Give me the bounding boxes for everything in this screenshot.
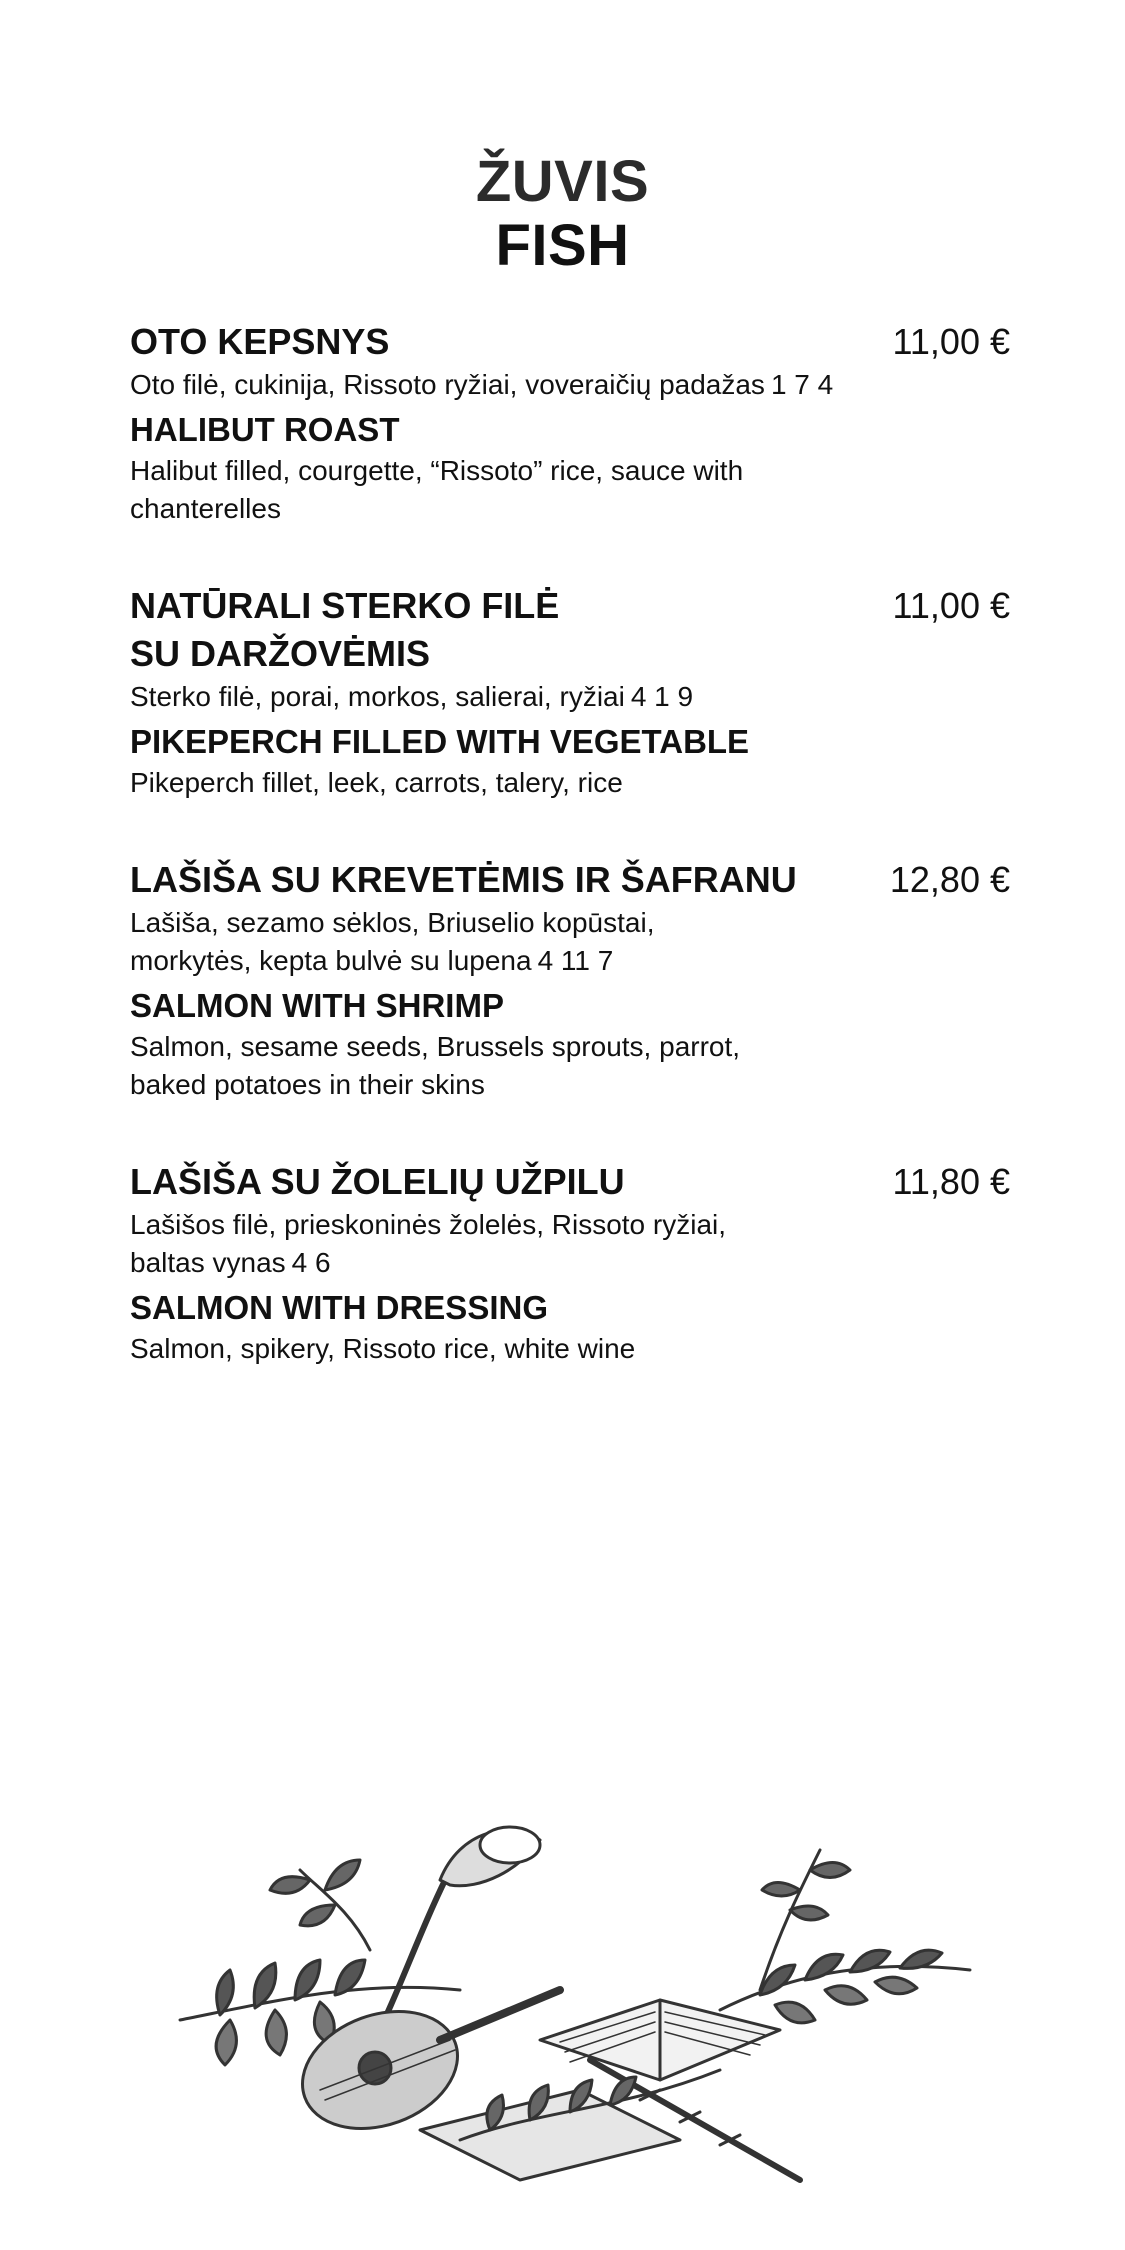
musical-instruments-laurel-icon bbox=[160, 1810, 990, 2200]
title-english: FISH bbox=[495, 213, 630, 278]
dish-description-en: Halibut filled, courgette, “Rissoto” rice, sauce with chanterelles bbox=[130, 455, 744, 524]
allergen-codes: 4 1 9 bbox=[630, 681, 694, 712]
page-title bbox=[0, 150, 1125, 278]
dish-name-lt: OTO KEPSNYS bbox=[130, 321, 390, 362]
menu-item-salmon-dressing bbox=[130, 1158, 1010, 1368]
dish-name-en: HALIBUT ROAST bbox=[130, 411, 400, 448]
dish-description-en: Salmon, sesame seeds, Brussels sprouts, parrot, baked potatoes in their skins bbox=[130, 1031, 741, 1100]
dish-name-en: SALMON WITH DRESSING bbox=[130, 1289, 548, 1326]
menu-item-salmon-shrimp bbox=[130, 856, 1010, 1104]
dish-name-lt: LAŠIŠA SU KREVETĖMIS IR ŠAFRANU bbox=[130, 859, 797, 900]
dish-name-lt: LAŠIŠA SU ŽOLELIŲ UŽPILU bbox=[130, 1161, 625, 1202]
dish-description-lt: Oto filė, cukinija, Rissoto ryžiai, voveraičių padažas 1 7 4 bbox=[130, 369, 834, 400]
dish-price: 12,80 € bbox=[889, 859, 1010, 900]
title-lithuanian: ŽUVIS bbox=[475, 149, 650, 214]
menu-item-pikeperch bbox=[130, 582, 1010, 802]
dish-description-en: Pikeperch fillet, leek, carrots, talery, rice bbox=[130, 767, 623, 798]
menu-list bbox=[130, 318, 1010, 1422]
dish-description-lt: Lašiša, sezamo sėklos, Briuselio kopūstai, morkytės, kepta bulvė su lupena 4 11 7 bbox=[130, 907, 655, 976]
dish-name-lt: NATŪRALI STERKO FILĖ SU DARŽOVĖMIS bbox=[130, 585, 560, 674]
dish-name-en: SALMON WITH SHRIMP bbox=[130, 987, 504, 1024]
dish-description-lt: Lašišos filė, prieskoninės žolelės, Rissoto ryžiai, baltas vynas 4 6 bbox=[130, 1209, 727, 1278]
dish-price: 11,00 € bbox=[892, 321, 1010, 362]
dish-description-lt: Sterko filė, porai, morkos, salierai, ryžiai 4 1 9 bbox=[130, 681, 694, 712]
dish-description-en: Salmon, spikery, Rissoto rice, white wine bbox=[130, 1333, 636, 1364]
allergen-codes: 4 6 bbox=[291, 1247, 331, 1278]
dish-price: 11,80 € bbox=[892, 1161, 1010, 1202]
dish-price: 11,00 € bbox=[892, 585, 1010, 626]
allergen-codes: 1 7 4 bbox=[770, 369, 834, 400]
dish-name-en: PIKEPERCH FILLED WITH VEGETABLE bbox=[130, 723, 750, 760]
allergen-codes: 4 11 7 bbox=[537, 945, 614, 976]
menu-item-halibut bbox=[130, 318, 1010, 528]
